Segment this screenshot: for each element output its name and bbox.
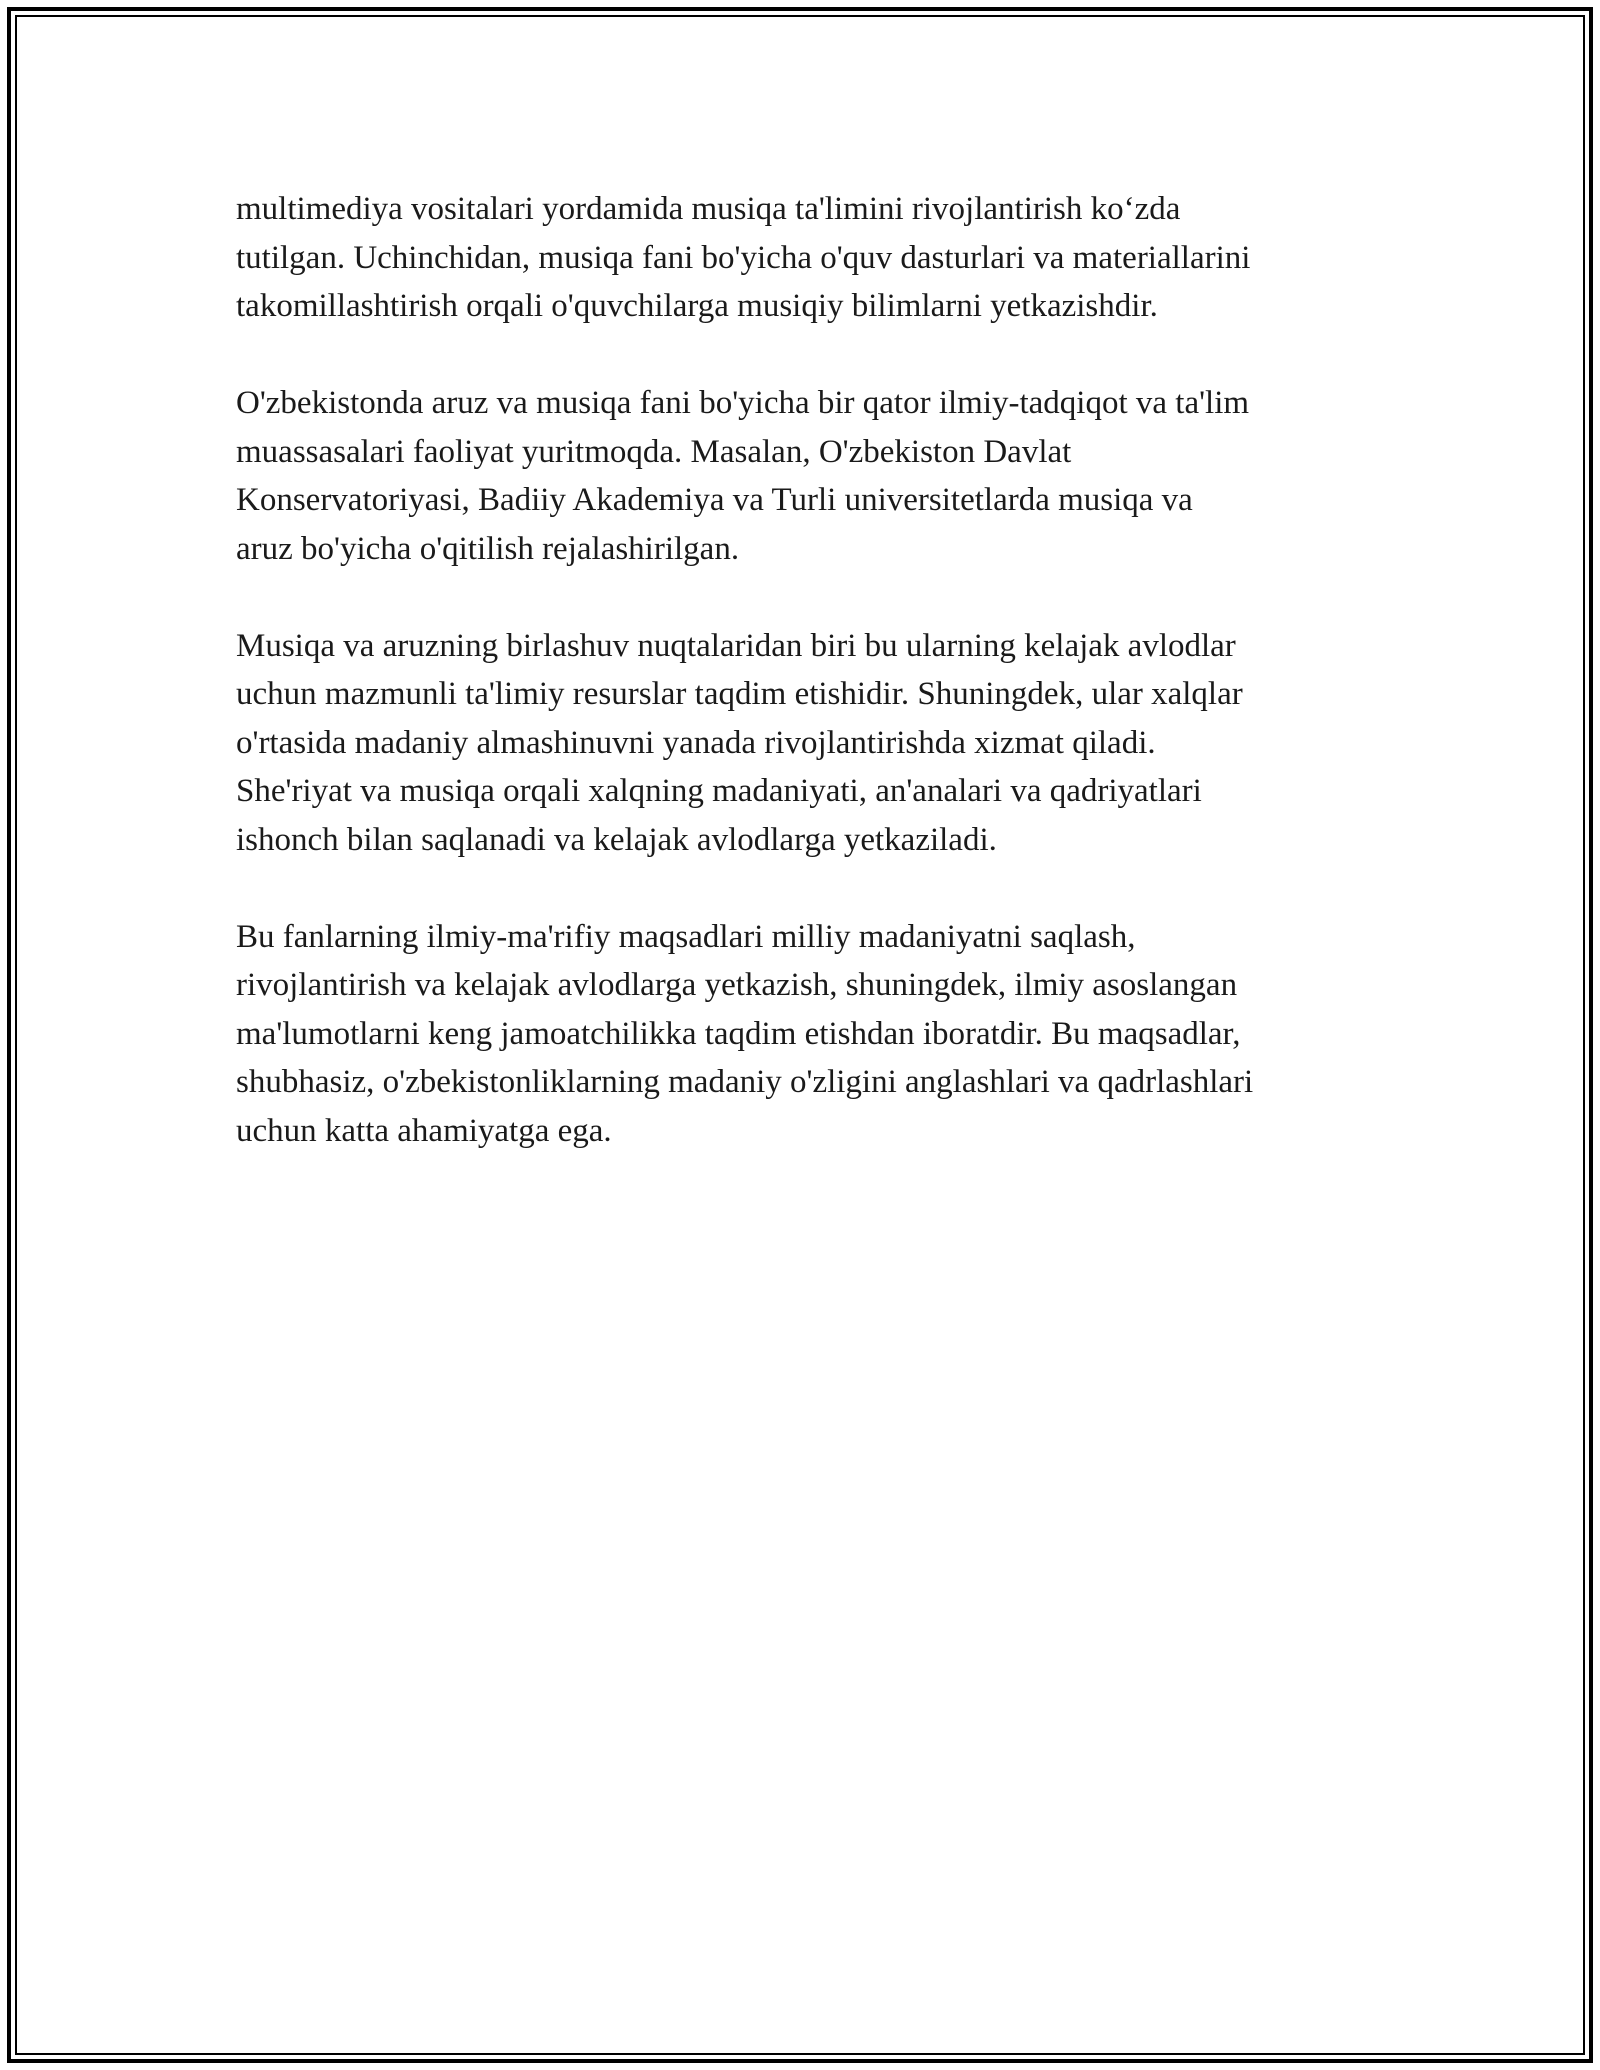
text-line: shubhasiz, o'zbekistonliklarning madaniy o'zligini anglashlari va qadrlashlari	[236, 1064, 1254, 1100]
text-line: o'rtasida madaniy almashinuvni yanada rivojlantirishda xizmat qiladi.	[236, 724, 1156, 761]
text-line: She'riyat va musiqa orqali xalqning madaniyati, an'analari va qadriyatlari	[236, 773, 1202, 809]
text-line: tutilgan. Uchinchidan, musiqa fani bo'yicha o'quv dasturlari va materiallarini	[236, 239, 1251, 276]
paragraph-1	[236, 185, 1376, 331]
text-line: aruz bo'yicha o'qitilish rejalashirilgan.	[236, 530, 740, 567]
paragraph-2	[236, 379, 1376, 573]
document-body	[236, 185, 1376, 1204]
text-line: O'zbekistonda aruz va musiqa fani bo'yicha bir qator ilmiy-tadqiqot va ta'lim	[236, 385, 1250, 421]
paragraph-4	[236, 913, 1376, 1156]
text-line: uchun katta ahamiyatga ega.	[236, 1112, 612, 1149]
text-line: ma'lumotlarni keng jamoatchilikka taqdim etishdan iboratdir. Bu maqsadlar,	[236, 1015, 1241, 1052]
text-line: multimediya vositalari yordamida musiqa ta'limini rivojlantirish ko‘zda	[236, 191, 1181, 227]
text-line: uchun mazmunli ta'limiy resurslar taqdim etishidir. Shuningdek, ular xalqlar	[236, 676, 1243, 712]
text-line: takomillashtirish orqali o'quvchilarga musiqiy bilimlarni yetkazishdir.	[236, 288, 1158, 324]
text-line: muassasalari faoliyat yuritmoqda. Masalan, O'zbekiston Davlat	[236, 433, 1072, 470]
text-line: Konservatoriyasi, Badiiy Akademiya va Turli universitetlarda musiqa va	[236, 482, 1193, 518]
text-line: Bu fanlarning ilmiy-ma'rifiy maqsadlari milliy madaniyatni saqlash,	[236, 918, 1136, 955]
text-line: ishonch bilan saqlanadi va kelajak avlodlarga yetkaziladi.	[236, 821, 997, 858]
text-line: rivojlantirish va kelajak avlodlarga yetkazish, shuningdek, ilmiy asoslangan	[236, 967, 1238, 1003]
paragraph-3	[236, 622, 1376, 865]
text-line: Musiqa va aruzning birlashuv nuqtalaridan biri bu ularning kelajak avlodlar	[236, 627, 1236, 664]
